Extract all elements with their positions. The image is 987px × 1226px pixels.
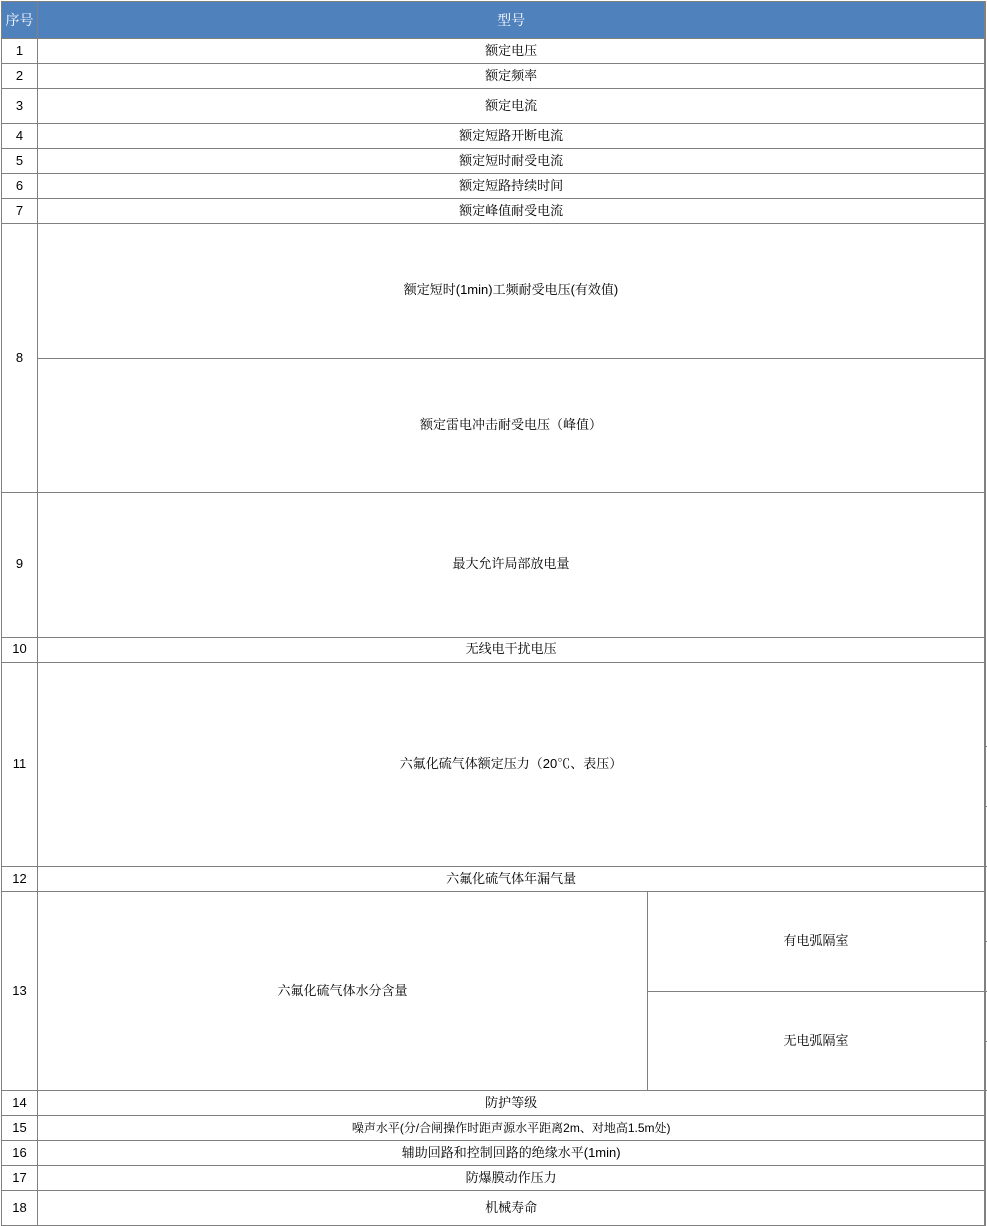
row-value xyxy=(985,458,986,493)
row-item: 六氟化硫气体额定压力（20℃、表压） xyxy=(38,662,985,867)
column-header-value xyxy=(985,2,986,39)
table-row xyxy=(2,124,986,149)
row-value xyxy=(985,323,986,358)
gis-specification-table xyxy=(1,1,986,1226)
row-value xyxy=(985,224,986,274)
row-item: 辅助回路和控制回路的绝缘水平(1min) xyxy=(38,1141,985,1166)
row-value xyxy=(985,174,986,199)
row-value xyxy=(985,124,986,149)
table-row xyxy=(2,89,986,124)
table-row xyxy=(2,637,986,662)
row-value xyxy=(985,867,986,892)
row-value xyxy=(985,1191,986,1226)
row-item: 防护等级 xyxy=(38,1091,985,1116)
sub-group-label: 有电弧隔室 xyxy=(648,892,985,992)
table-row xyxy=(2,199,986,224)
row-no: 4 xyxy=(2,124,38,149)
row-value xyxy=(985,493,986,558)
row-value xyxy=(985,64,986,89)
row-value xyxy=(985,39,986,64)
row-item: 额定短时耐受电流 xyxy=(38,149,985,174)
row-no: 3 xyxy=(2,89,38,124)
table-row xyxy=(2,358,986,408)
header-row xyxy=(2,2,986,39)
row-item: 额定雷电冲击耐受电压（峰值） xyxy=(38,358,985,493)
row-item: 额定电流 xyxy=(38,89,985,124)
table-row xyxy=(2,493,986,558)
table-row xyxy=(2,224,986,274)
row-item: 防爆膜动作压力 xyxy=(38,1166,985,1191)
row-value xyxy=(985,1091,986,1116)
row-no: 13 xyxy=(2,892,38,1091)
row-no: 9 xyxy=(2,493,38,637)
row-no: 11 xyxy=(2,662,38,867)
row-value xyxy=(985,1166,986,1191)
row-no: 7 xyxy=(2,199,38,224)
table-row xyxy=(2,1116,986,1141)
table-row xyxy=(2,64,986,89)
row-value xyxy=(985,199,986,224)
table-row xyxy=(2,892,986,942)
table-row xyxy=(2,149,986,174)
row-value xyxy=(985,557,986,637)
column-header-model: 型号 xyxy=(38,2,985,39)
row-value xyxy=(985,358,986,408)
row-item: 额定短路开断电流 xyxy=(38,124,985,149)
table-row xyxy=(2,662,986,746)
row-item: 机械寿命 xyxy=(38,1191,985,1226)
table-row xyxy=(2,1091,986,1116)
row-value xyxy=(985,89,986,124)
row-no: 8 xyxy=(2,224,38,493)
row-no: 18 xyxy=(2,1191,38,1226)
row-no: 5 xyxy=(2,149,38,174)
row-value xyxy=(985,1141,986,1166)
row-item: 额定频率 xyxy=(38,64,985,89)
row-no: 10 xyxy=(2,637,38,662)
row-value xyxy=(985,273,986,323)
row-no: 16 xyxy=(2,1141,38,1166)
table-row xyxy=(2,867,986,892)
row-item: 额定峰值耐受电流 xyxy=(38,199,985,224)
row-item: 无线电干扰电压 xyxy=(38,637,985,662)
row-value xyxy=(985,149,986,174)
row-no: 1 xyxy=(2,39,38,64)
column-header-no: 序号 xyxy=(2,2,38,39)
table-row xyxy=(2,1191,986,1226)
table-row xyxy=(2,1141,986,1166)
row-no: 15 xyxy=(2,1116,38,1141)
row-no: 6 xyxy=(2,174,38,199)
row-item: 额定短路持续时间 xyxy=(38,174,985,199)
row-value xyxy=(985,1116,986,1141)
row-item: 额定短时(1min)工频耐受电压(有效值) xyxy=(38,224,985,359)
row-no: 14 xyxy=(2,1091,38,1116)
table-header xyxy=(2,2,986,39)
table-row xyxy=(2,174,986,199)
row-no: 12 xyxy=(2,867,38,892)
row-item: 最大允许局部放电量 xyxy=(38,493,985,637)
sub-group-label: 无电弧隔室 xyxy=(648,991,985,1091)
row-item: 噪声水平(分/合闸操作时距声源水平距离2m、对地高1.5m处) xyxy=(38,1116,985,1141)
row-item: 额定电压 xyxy=(38,39,985,64)
row-no: 17 xyxy=(2,1166,38,1191)
row-no: 2 xyxy=(2,64,38,89)
table-row xyxy=(2,39,986,64)
row-value xyxy=(985,637,986,662)
table-row xyxy=(2,1166,986,1191)
row-item: 六氟化硫气体年漏气量 xyxy=(38,867,985,892)
row-value xyxy=(985,408,986,458)
table-body xyxy=(2,39,986,1226)
row-item: 六氟化硫气体水分含量 xyxy=(38,892,648,1091)
